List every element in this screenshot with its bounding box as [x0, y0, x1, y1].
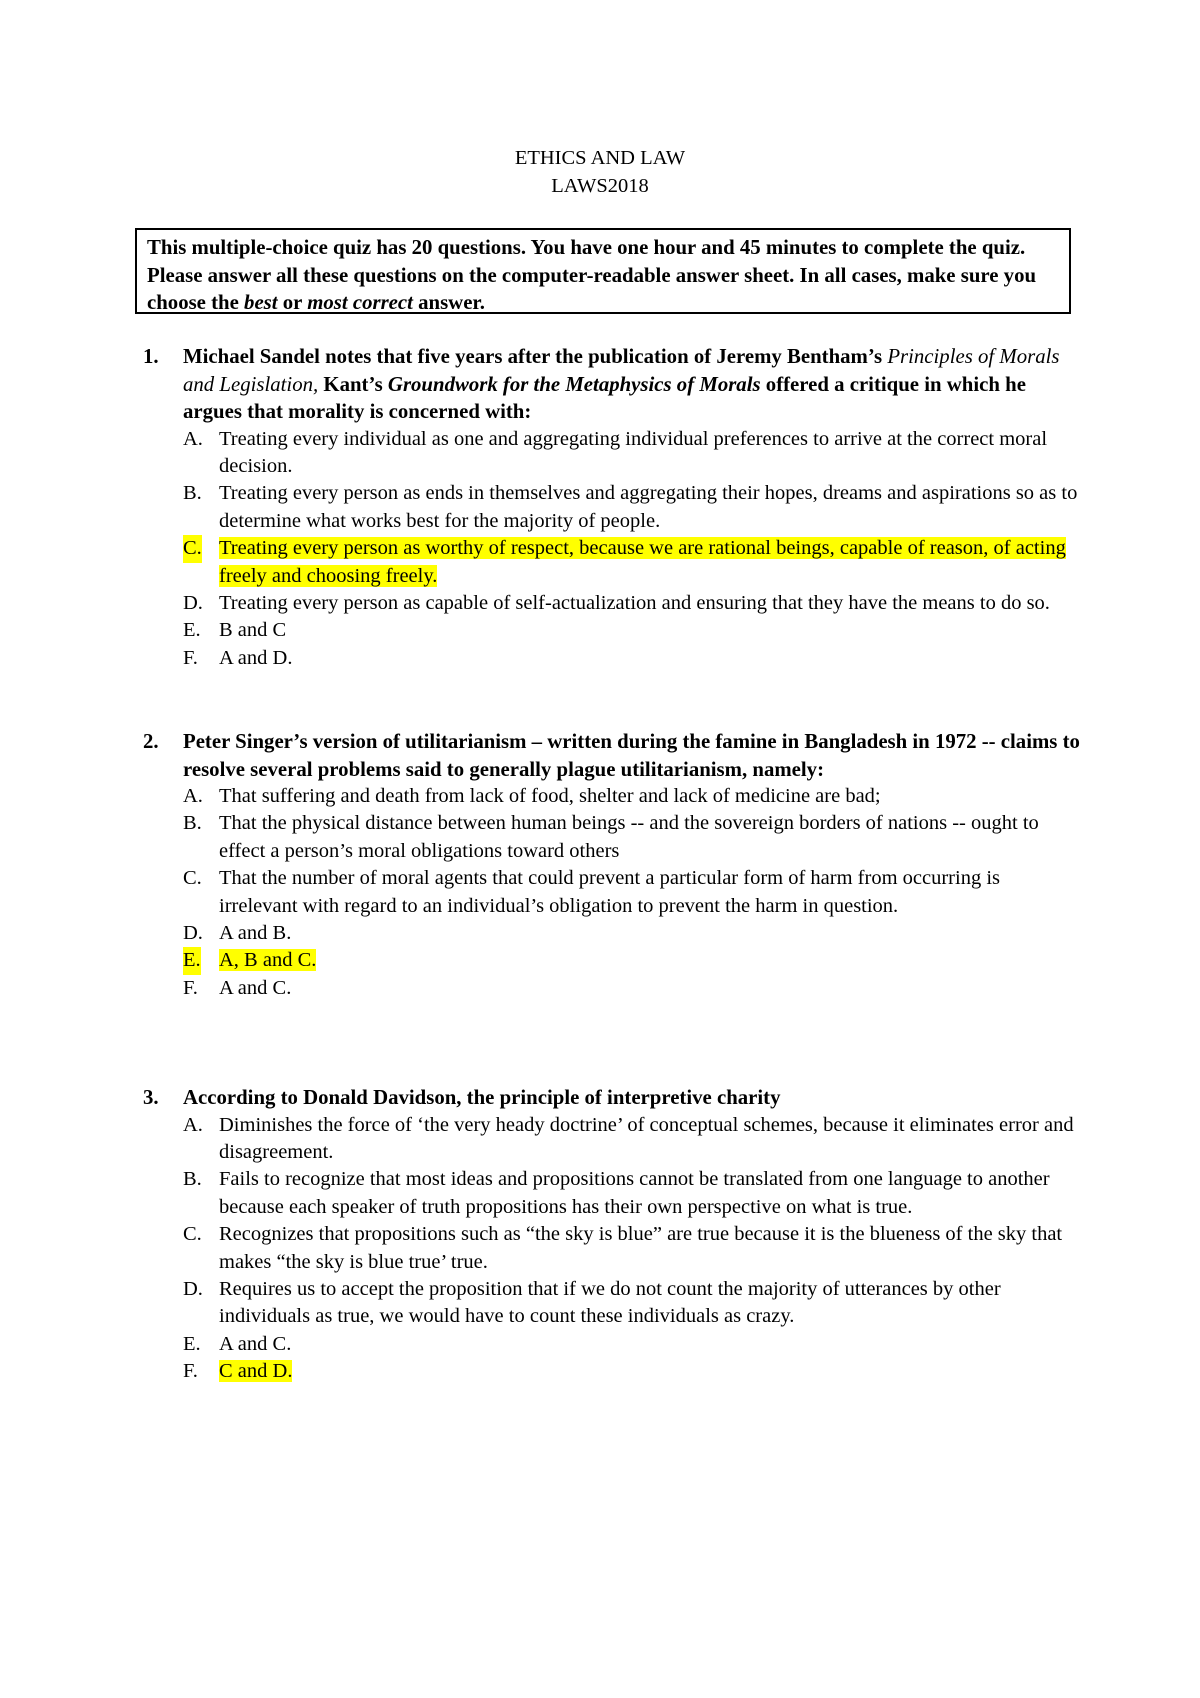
option-letter: A.: [183, 785, 203, 807]
option-letter: C.: [183, 535, 202, 562]
instructions-most-correct: most correct: [307, 291, 413, 314]
instructions-end: answer.: [412, 291, 485, 314]
option-text: Treating every person as capable of self-actualization and ensuring that they have the means to do so.: [219, 591, 1050, 614]
option-text: Diminishes the force of ‘the very heady doctrine’ of conceptual schemes, because it eliminates error and disagreement.: [219, 1113, 1074, 1163]
option-d: [143, 1276, 1083, 1331]
option-text: That suffering and death from lack of food, shelter and lack of medicine are bad;: [219, 785, 881, 807]
option-letter: E.: [183, 1332, 201, 1355]
option-f: [143, 975, 1083, 1002]
question-number: 3.: [143, 1086, 159, 1109]
option-f-highlighted: [143, 1358, 1083, 1385]
option-f: [143, 645, 1083, 672]
option-e: [143, 1331, 1083, 1358]
question-stem: [143, 343, 1083, 426]
question-2: [143, 728, 1083, 1002]
option-b: [143, 480, 1083, 535]
option-letter: D.: [183, 1277, 203, 1300]
option-letter: C.: [183, 867, 202, 890]
question-1: [143, 343, 1083, 672]
option-letter: D.: [183, 591, 203, 614]
option-d: [143, 920, 1083, 947]
option-text: That the physical distance between human beings -- and the sovereign borders of nations -- ought to effect a person’s moral obligations toward others: [219, 812, 1039, 862]
option-text: That the number of moral agents that could prevent a particular form of harm from occurring is irrelevant with regard to an individual’s obligation to prevent the harm in question.: [219, 867, 1001, 917]
option-text: A and C.: [219, 976, 292, 999]
instructions-text: This multiple-choice quiz has 20 questions. You have one hour and 45 minutes to complete the quiz. Please answer all these questions on the computer-readable answer sheet. In all cases, make sure you choose the: [147, 236, 1037, 314]
option-text: A and D.: [219, 646, 293, 669]
option-letter: A.: [183, 427, 203, 450]
option-a: [143, 1112, 1083, 1167]
option-letter: F.: [183, 1360, 198, 1383]
option-c: [143, 1221, 1083, 1276]
option-b: [143, 810, 1083, 865]
option-letter: F.: [183, 646, 198, 669]
option-text: Fails to recognize that most ideas and propositions cannot be translated from one language to another because each speaker of truth propositions has their own perspective on what is true.: [219, 1168, 1050, 1218]
option-b: [143, 1166, 1083, 1221]
option-text: Requires us to accept the proposition that if we do not count the majority of utterances by other individuals as true, we would have to count these individuals as crazy.: [219, 1277, 1001, 1328]
option-e-highlighted: [143, 947, 1083, 974]
stem-text: offered a critique in which he argues that morality is concerned with:: [183, 372, 1026, 423]
option-c-highlighted: [143, 535, 1083, 590]
instructions-box: [135, 228, 1071, 314]
option-letter: C.: [183, 1223, 202, 1246]
option-e: [143, 617, 1083, 644]
option-text: A and C.: [219, 1332, 292, 1355]
option-a: [143, 426, 1083, 481]
option-text: Treating every person as ends in themselves and aggregating their hopes, dreams and aspirations so as to determine what works best for the majority of people.: [219, 482, 1078, 532]
option-text: A, B and C.: [219, 949, 317, 972]
stem-text: Kant’s: [318, 372, 388, 396]
question-number: 1.: [143, 345, 159, 368]
option-text: Treating every person as worthy of respect, because we are rational beings, capable of reason, of acting freely and choosing freely.: [219, 537, 1066, 587]
question-stem: [143, 728, 1083, 783]
document-title: ETHICS AND LAW: [514, 147, 686, 169]
document-header: [0, 144, 1200, 200]
course-code: LAWS2018: [551, 175, 649, 197]
option-letter: B.: [183, 1168, 202, 1191]
instructions-or: or: [277, 291, 308, 314]
stem-text: Peter Singer’s version of utilitarianism – written during the famine in Bangladesh in 1972 -- claims to resolve several problems said to generally plague utilitarianism, namely:: [183, 730, 1080, 781]
option-letter: D.: [183, 922, 203, 945]
option-d: [143, 590, 1083, 617]
option-letter: A.: [183, 1113, 203, 1136]
option-text: Recognizes that propositions such as “the sky is blue” are true because it is the blueness of the sky that makes “the sky is blue true’ true.: [219, 1223, 1063, 1273]
option-letter: B.: [183, 812, 202, 835]
question-number: 2.: [143, 730, 159, 753]
option-text: A and B.: [219, 922, 292, 945]
question-stem: [143, 1084, 1083, 1112]
option-c: [143, 865, 1083, 920]
option-letter: E.: [183, 947, 201, 974]
stem-text: According to Donald Davidson, the principle of interpretive charity: [183, 1086, 781, 1109]
option-text: Treating every individual as one and aggregating individual preferences to arrive at the correct moral decision.: [219, 427, 1048, 477]
instructions-best: best: [244, 291, 278, 314]
option-letter: E.: [183, 619, 201, 642]
option-letter: B.: [183, 482, 202, 505]
stem-book-title: Groundwork for the Metaphysics of Morals: [387, 372, 761, 396]
option-text: B and C: [219, 619, 287, 642]
stem-text: Michael Sandel notes that five years after the publication of Jeremy Bentham’s: [183, 345, 888, 368]
option-text: C and D.: [219, 1360, 293, 1383]
stem-book-title: Principles of Morals and Legislation,: [183, 345, 1060, 396]
question-3: [143, 1084, 1083, 1386]
option-letter: F.: [183, 976, 198, 999]
option-a: [143, 783, 1083, 810]
